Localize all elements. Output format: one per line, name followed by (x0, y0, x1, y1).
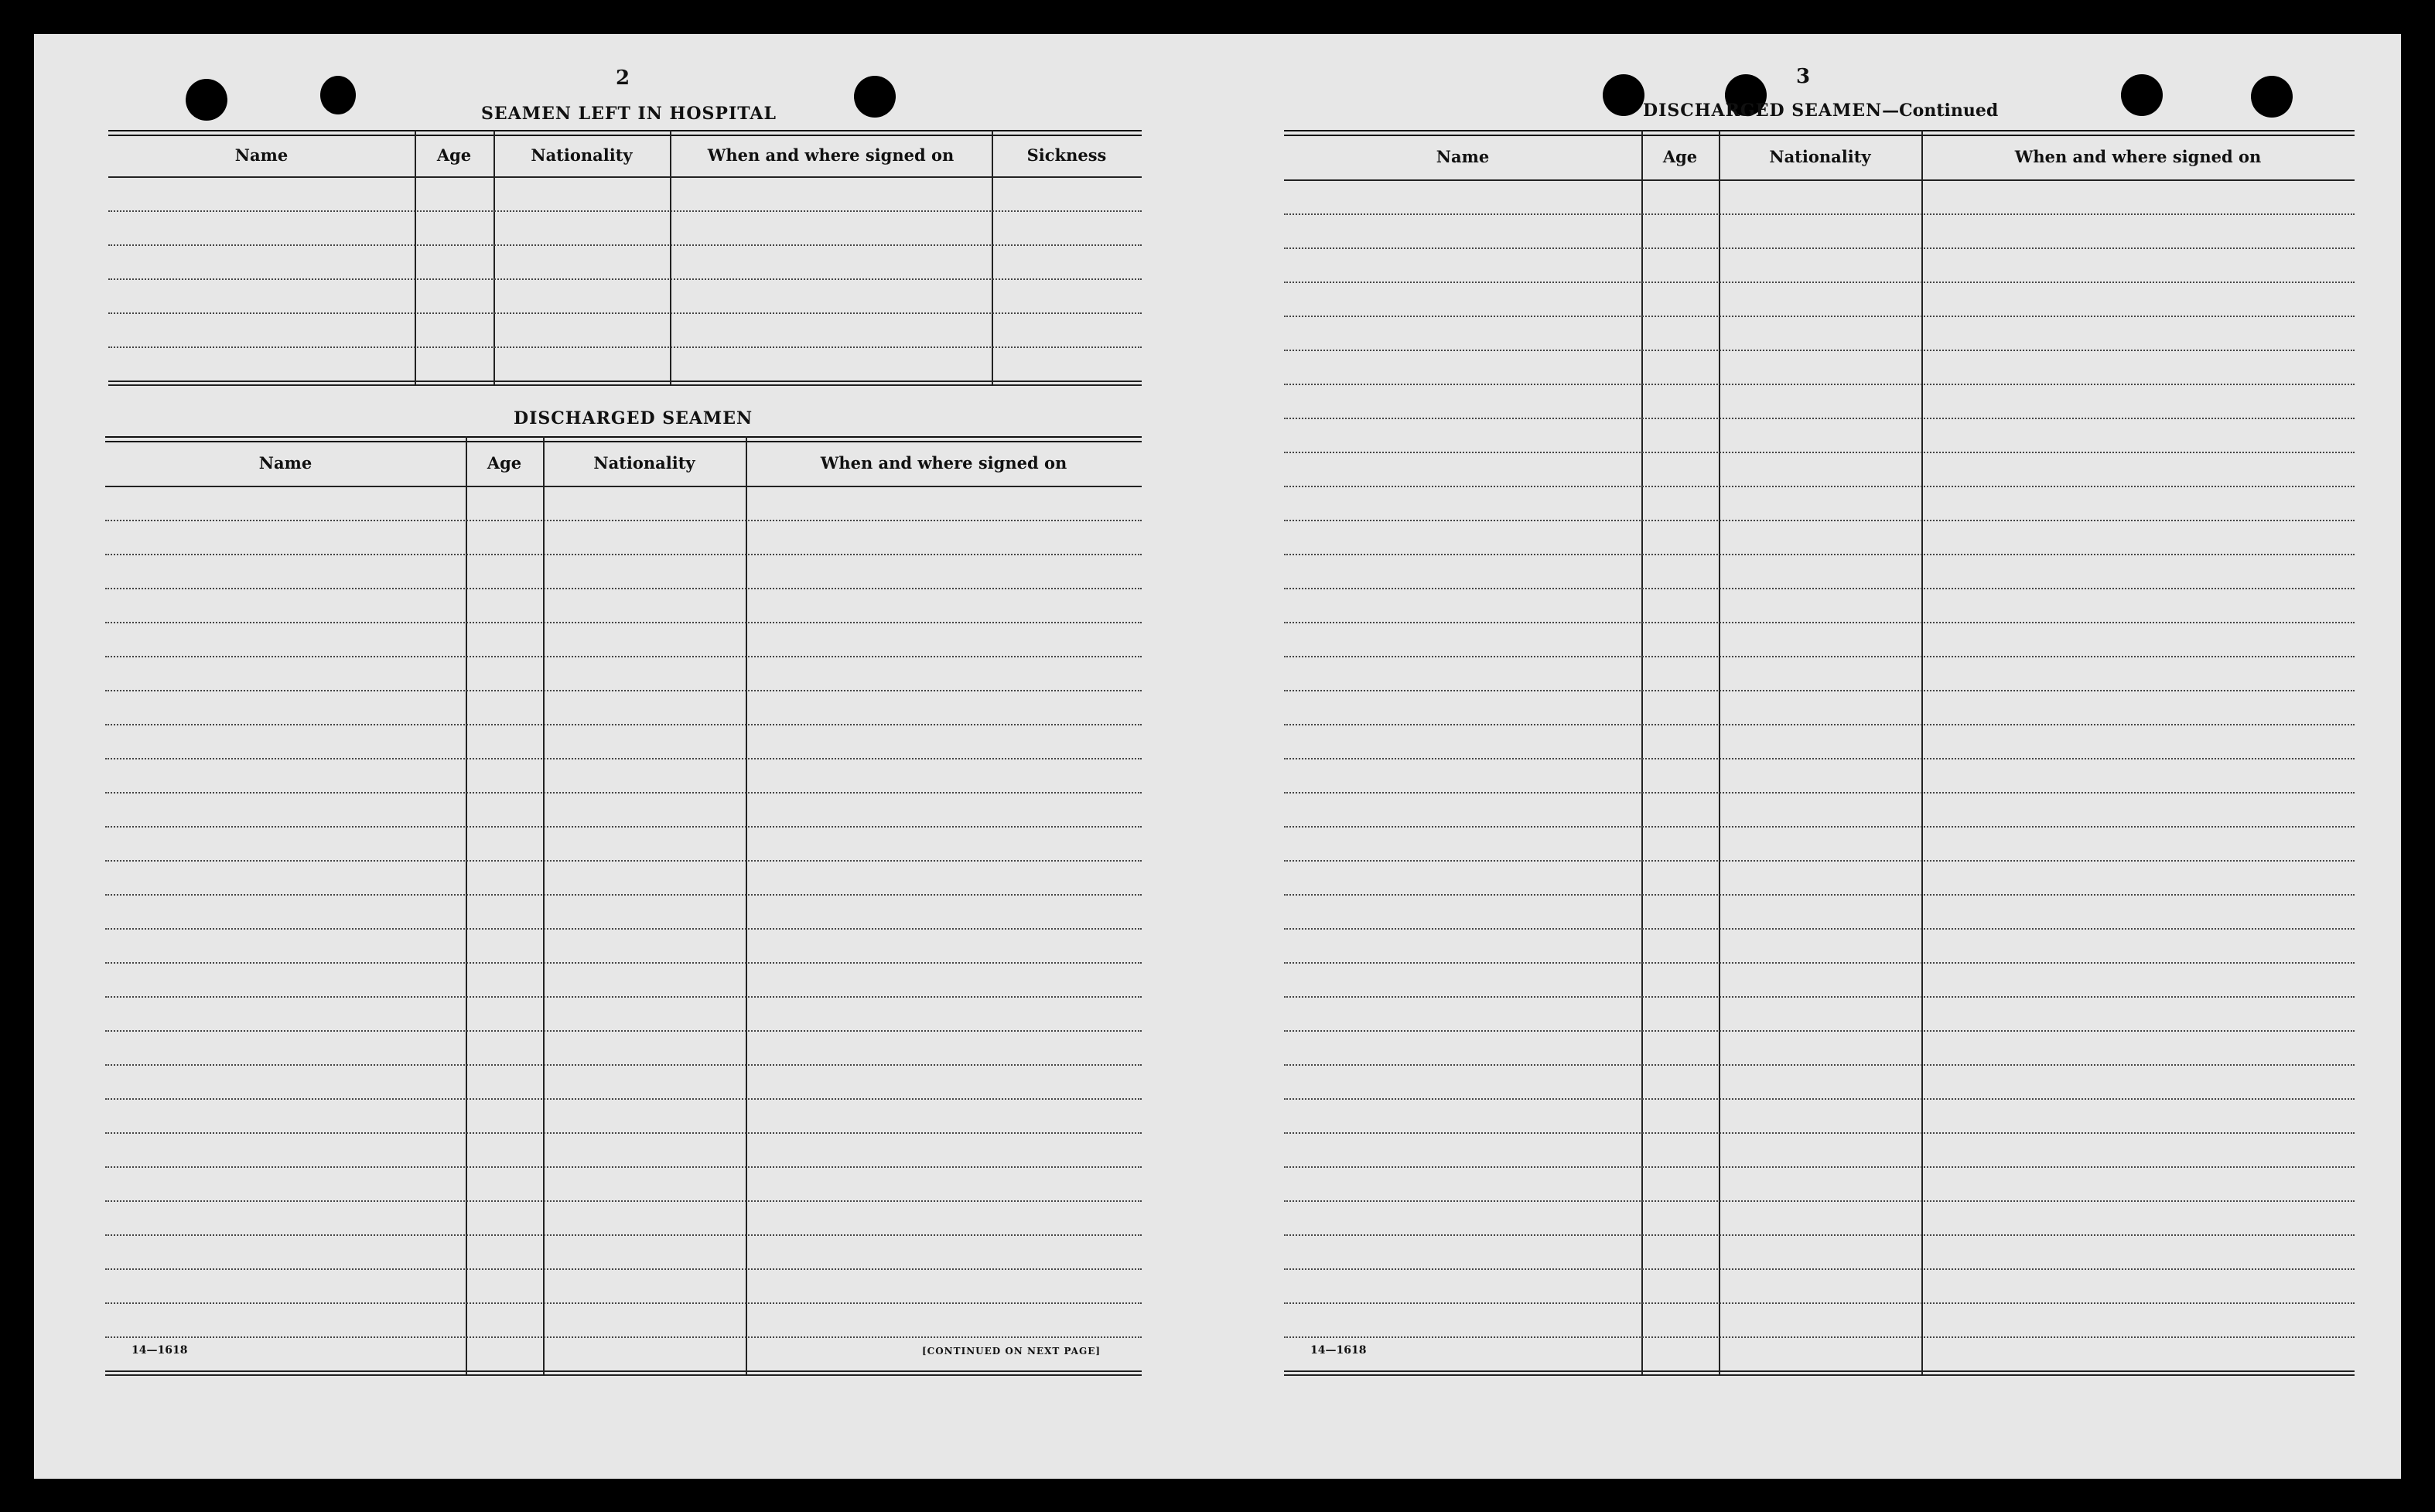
entry-row (105, 962, 1142, 964)
entry-row (1284, 486, 2355, 487)
discharged-table (105, 436, 1142, 1375)
entry-row (1284, 520, 2355, 521)
title-suffix: —Continued (1882, 101, 1999, 121)
entry-row (105, 1268, 1142, 1270)
entry-row (1284, 316, 2355, 317)
entry-row (105, 520, 1142, 521)
column-header-age: Age (487, 453, 522, 473)
continued-note: [CONTINUED ON NEXT PAGE] (922, 1346, 1101, 1357)
column-header-nationality: Nationality (531, 145, 633, 165)
entry-row (105, 724, 1142, 725)
entry-row (1284, 1302, 2355, 1304)
punch-hole-icon (2121, 74, 2163, 116)
column-header-when-where: When and where signed on (820, 453, 1067, 473)
entry-row (1284, 1166, 2355, 1168)
column-header-age: Age (436, 145, 472, 165)
form-code: 14—1618 (1310, 1344, 1367, 1357)
entry-row (108, 312, 1142, 314)
column-header-name: Name (1436, 147, 1490, 166)
entry-row (105, 1302, 1142, 1304)
entry-row (1284, 758, 2355, 759)
entry-row (1284, 1098, 2355, 1100)
column-header-name: Name (258, 453, 312, 473)
entry-row (1284, 1268, 2355, 1270)
entry-row (105, 690, 1142, 691)
entry-row (1284, 588, 2355, 589)
punch-hole-icon (2251, 76, 2293, 118)
entry-row (1284, 656, 2355, 657)
entry-row (1284, 826, 2355, 828)
entry-row (105, 1030, 1142, 1032)
hospital-section-title: SEAMEN LEFT IN HOSPITAL (481, 104, 777, 124)
page-number: 2 (616, 67, 630, 90)
entry-row (108, 210, 1142, 212)
entry-row (108, 244, 1142, 246)
entry-row (105, 1200, 1142, 1202)
entry-row (105, 826, 1142, 828)
entry-row (1284, 622, 2355, 623)
entry-row (1284, 962, 2355, 964)
entry-row (105, 1098, 1142, 1100)
entry-row (1284, 724, 2355, 725)
column-header-age: Age (1662, 147, 1698, 166)
entry-row (1284, 792, 2355, 794)
discharged-continued-table (1284, 130, 2355, 1375)
entry-row (1284, 452, 2355, 453)
entry-row (105, 656, 1142, 657)
column-header-sickness: Sickness (1026, 145, 1107, 165)
entry-row (1284, 690, 2355, 691)
entry-row (105, 1064, 1142, 1066)
entry-row (105, 894, 1142, 896)
page-number: 3 (1796, 65, 1811, 88)
document-sheet (34, 34, 2401, 1479)
entry-row (105, 1132, 1142, 1134)
entry-row (1284, 350, 2355, 351)
column-header-when-where: When and where signed on (2014, 147, 2262, 166)
entry-row (1284, 282, 2355, 283)
column-header-when-where: When and where signed on (707, 145, 955, 165)
entry-row (1284, 213, 2355, 215)
entry-row (1284, 1336, 2355, 1338)
entry-row (105, 1234, 1142, 1236)
hospital-table (108, 130, 1142, 385)
entry-row (105, 996, 1142, 998)
discharged-section-title: DISCHARGED SEAMEN (514, 408, 753, 428)
section-title: DISCHARGED SEAMEN (1643, 101, 1883, 121)
column-header-name: Name (234, 145, 289, 165)
entry-row (105, 758, 1142, 759)
entry-row (105, 1166, 1142, 1168)
entry-row (105, 792, 1142, 794)
entry-row (1284, 1200, 2355, 1202)
entry-row (1284, 1132, 2355, 1134)
entry-row (105, 554, 1142, 555)
entry-row (1284, 247, 2355, 249)
punch-hole-icon (1603, 74, 1644, 116)
entry-row (105, 1336, 1142, 1338)
entry-row (1284, 894, 2355, 896)
column-header-nationality: Nationality (1769, 147, 1871, 166)
entry-row (105, 928, 1142, 930)
discharged-continued-title (1643, 101, 1998, 121)
entry-row (1284, 1030, 2355, 1032)
punch-hole-icon (320, 76, 356, 114)
entry-row (108, 278, 1142, 280)
entry-row (1284, 1064, 2355, 1066)
form-code: 14—1618 (131, 1344, 188, 1357)
entry-row (1284, 384, 2355, 385)
entry-row (1284, 928, 2355, 930)
entry-row (1284, 1234, 2355, 1236)
entry-row (105, 622, 1142, 623)
entry-row (1284, 554, 2355, 555)
entry-row (1284, 418, 2355, 419)
punch-hole-icon (186, 79, 227, 121)
entry-row (108, 346, 1142, 348)
entry-row (1284, 860, 2355, 862)
column-header-nationality: Nationality (593, 453, 695, 473)
entry-row (105, 860, 1142, 862)
punch-hole-icon (854, 76, 896, 118)
entry-row (105, 588, 1142, 589)
entry-row (1284, 996, 2355, 998)
